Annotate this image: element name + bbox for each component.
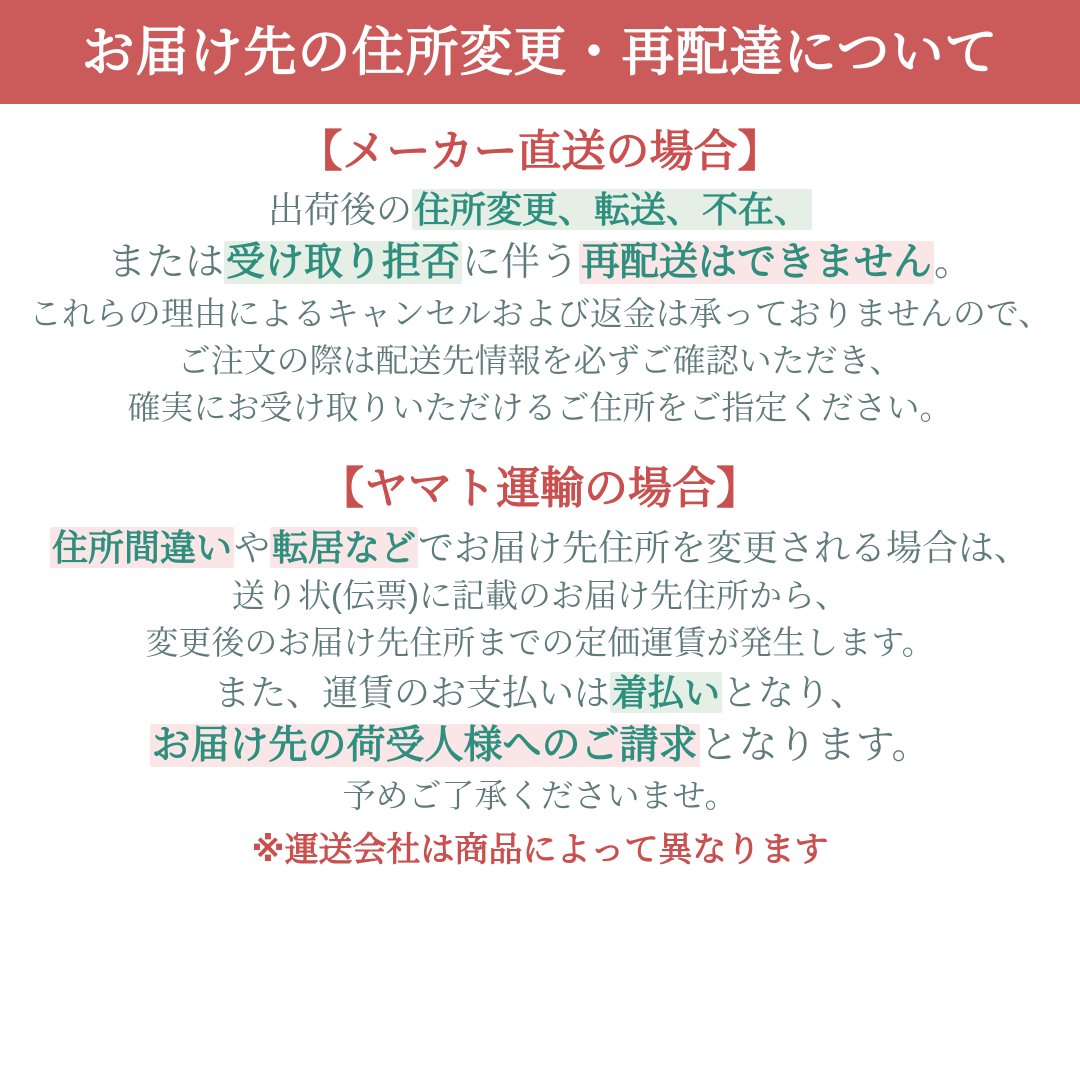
page-title: お届け先の住所変更・再配達について [81, 22, 999, 82]
text-fragment: 予めご了承くださいませ。 [342, 777, 738, 814]
text-fragment: 確実にお受け取りいただけるご住所をご指定ください。 [127, 388, 953, 426]
text-fragment: 出荷後の [267, 189, 412, 231]
highlight-fragment: 住所間違い [51, 526, 232, 568]
text-fragment: または [106, 241, 224, 285]
notice-body [0, 104, 1080, 872]
highlight-fragment: 着払い [611, 671, 720, 713]
page-header [0, 0, 1080, 104]
footer-note: ※運送会社は商品によって異なります [251, 830, 829, 869]
text-fragment: となります。 [699, 723, 931, 767]
text-fragment: 。 [934, 241, 974, 285]
text-fragment: に伴う [461, 241, 579, 285]
text-fragment: また、運賃のお支払いは [213, 671, 610, 713]
highlight-fragment: 転居など [272, 526, 417, 568]
text-fragment: 送り状(伝票)に記載のお届け先住所から、 [232, 576, 848, 614]
notice-line [10, 718, 1070, 773]
notice-line [10, 667, 1070, 718]
highlight-fragment: 再配送はできません [581, 241, 933, 285]
highlight-fragment: 住所変更、転送、不在、 [414, 189, 811, 231]
notice-line [10, 522, 1070, 573]
text-fragment: や [233, 526, 270, 568]
notice-line [10, 385, 1070, 432]
notice-line [10, 291, 1070, 338]
highlight-fragment: お届け先の荷受人様へのご請求 [151, 723, 698, 767]
notice-line [10, 235, 1070, 290]
text-fragment: これらの理由によるキャンセルおよび返金は承っておりませんので、 [28, 294, 1052, 332]
section-heading-maker-direct: 【メーカー直送の場合】 [298, 127, 782, 176]
text-fragment: ご注文の際は配送先情報を必ずご確認いただき、 [177, 341, 903, 379]
notice-line [10, 184, 1070, 235]
text-fragment: でお届け先住所を変更される場合は、 [418, 526, 1031, 568]
text-fragment: となり、 [722, 671, 867, 713]
text-fragment: 変更後のお届け先住所までの定価運賃が発生します。 [145, 623, 935, 661]
notice-line [10, 338, 1070, 385]
notice-line [10, 573, 1070, 620]
notice-line [10, 620, 1070, 667]
highlight-fragment: 受け取り拒否 [225, 241, 460, 285]
notice-line [10, 773, 1070, 820]
section-heading-yamato: 【ヤマト運輸の場合】 [320, 464, 760, 514]
